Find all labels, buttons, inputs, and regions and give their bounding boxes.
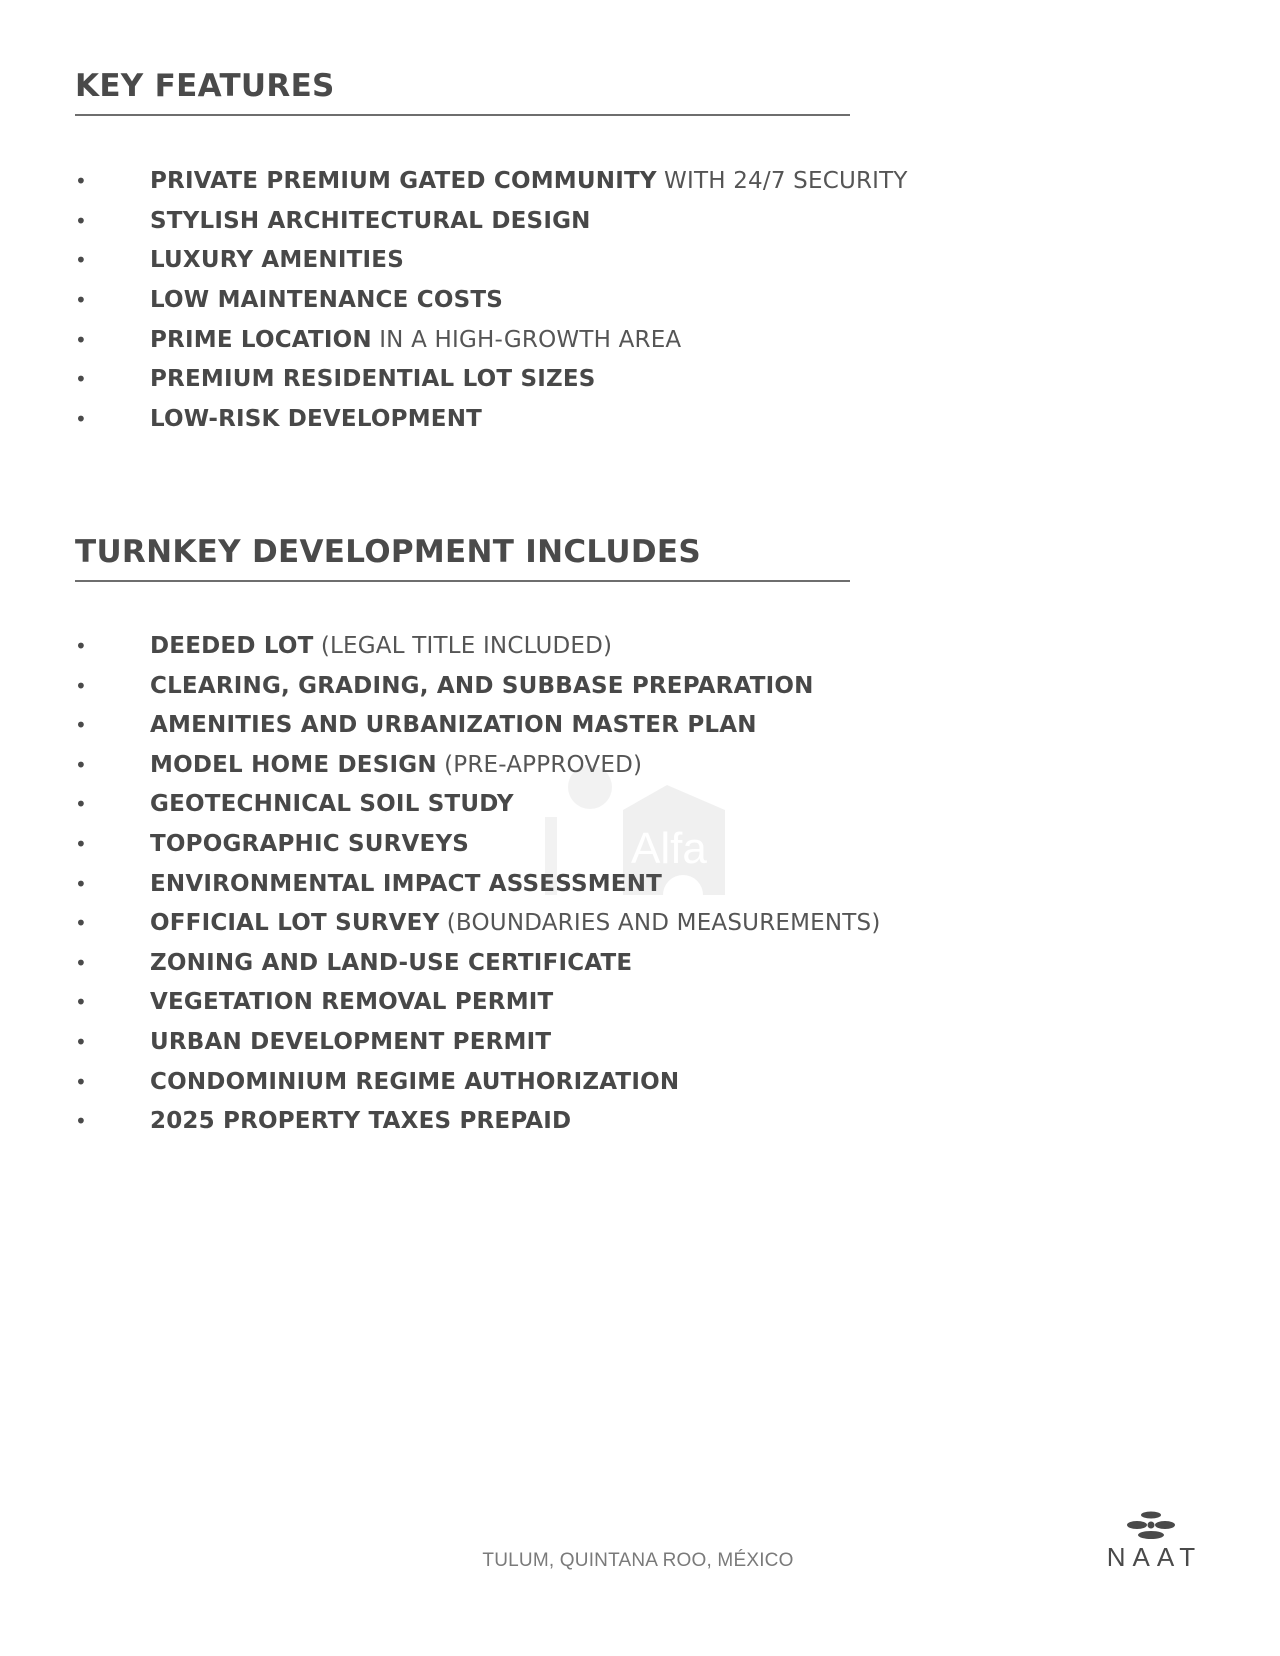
bullet: • <box>75 248 87 273</box>
bullet: • <box>75 752 87 777</box>
watermark-text: Alfa <box>631 824 707 873</box>
item-bold-text: STYLISH ARCHITECTURAL DESIGN <box>150 207 591 234</box>
bullet: • <box>75 673 87 698</box>
list-item <box>75 944 850 984</box>
item-bold-text: 2025 PROPERTY TAXES PREPAID <box>150 1108 572 1135</box>
item-bold-text: LOW-RISK DEVELOPMENT <box>150 406 483 433</box>
bullet: • <box>75 831 87 856</box>
key-features-list <box>75 162 908 440</box>
key-features-section <box>75 64 908 440</box>
list-item <box>75 321 850 361</box>
item-bold-text: MODEL HOME DESIGN <box>150 751 437 778</box>
list-item <box>75 400 850 440</box>
bullet: • <box>75 208 87 233</box>
item-bold-text: CLEARING, GRADING, AND SUBBASE PREPARATION <box>150 672 814 699</box>
naat-logo <box>1096 1510 1206 1573</box>
bullet: • <box>75 1029 87 1054</box>
item-bold-text: GEOTECHNICAL SOIL STUDY <box>150 791 514 818</box>
list-item <box>75 360 850 400</box>
item-bold-text: OFFICIAL LOT SURVEY <box>150 910 440 937</box>
bullet: • <box>75 169 87 193</box>
list-item <box>75 281 850 321</box>
bullet: • <box>75 871 87 896</box>
bullet: • <box>75 911 87 936</box>
list-item <box>75 1063 850 1103</box>
item-text: WITH 24/7 SECURITY <box>664 168 908 194</box>
list-item <box>75 1102 850 1142</box>
bullet: • <box>75 634 87 658</box>
item-bold-text: PRIME LOCATION <box>150 326 372 353</box>
bullet: • <box>75 950 87 975</box>
naat-logo-icon <box>1124 1510 1178 1540</box>
bullet: • <box>75 1069 87 1094</box>
list-item <box>75 202 850 242</box>
item-bold-text: TOPOGRAPHIC SURVEYS <box>150 830 470 857</box>
turnkey-title: TURNKEY DEVELOPMENT INCLUDES <box>75 530 850 582</box>
list-item <box>75 1023 850 1063</box>
item-bold-text: LOW MAINTENANCE COSTS <box>150 287 504 314</box>
bullet: • <box>75 407 87 432</box>
list-item <box>75 162 908 202</box>
item-bold-text: LUXURY AMENITIES <box>150 247 404 274</box>
footer-location: TULUM, QUINTANA ROO, MÉXICO <box>482 1550 794 1571</box>
item-text: (LEGAL TITLE INCLUDED) <box>320 633 613 659</box>
bullet: • <box>75 367 87 392</box>
bullet: • <box>75 792 87 817</box>
bullet: • <box>75 327 87 352</box>
logo-text: NAAT <box>1106 1542 1203 1572</box>
item-bold-text: DEEDED LOT <box>150 633 314 659</box>
list-item <box>75 983 850 1023</box>
list-item <box>75 667 850 707</box>
item-bold-text: PREMIUM RESIDENTIAL LOT SIZES <box>150 366 596 393</box>
item-text: (PRE-APPROVED) <box>444 751 643 778</box>
item-text: (BOUNDARIES AND MEASUREMENTS) <box>446 910 881 937</box>
item-bold-text: VEGETATION REMOVAL PERMIT <box>150 989 554 1016</box>
item-text: IN A HIGH-GROWTH AREA <box>379 326 682 353</box>
item-bold-text: CONDOMINIUM REGIME AUTHORIZATION <box>150 1068 680 1095</box>
item-bold-text: AMENITIES AND URBANIZATION MASTER PLAN <box>150 712 757 739</box>
key-features-title: KEY FEATURES <box>75 64 850 116</box>
item-bold-text: URBAN DEVELOPMENT PERMIT <box>150 1028 552 1055</box>
list-item <box>75 706 850 746</box>
house-icon <box>545 765 735 895</box>
bullet: • <box>75 713 87 738</box>
list-item <box>75 627 850 667</box>
item-bold-text: ENVIRONMENTAL IMPACT ASSESSMENT <box>150 870 663 897</box>
list-item <box>75 904 881 944</box>
watermark <box>545 765 735 895</box>
bullet: • <box>75 288 87 313</box>
bullet: • <box>75 1109 87 1134</box>
bullet: • <box>75 990 87 1015</box>
list-item <box>75 241 850 281</box>
item-bold-text: PRIVATE PREMIUM GATED COMMUNITY <box>150 168 657 194</box>
item-bold-text: ZONING AND LAND-USE CERTIFICATE <box>150 949 633 976</box>
